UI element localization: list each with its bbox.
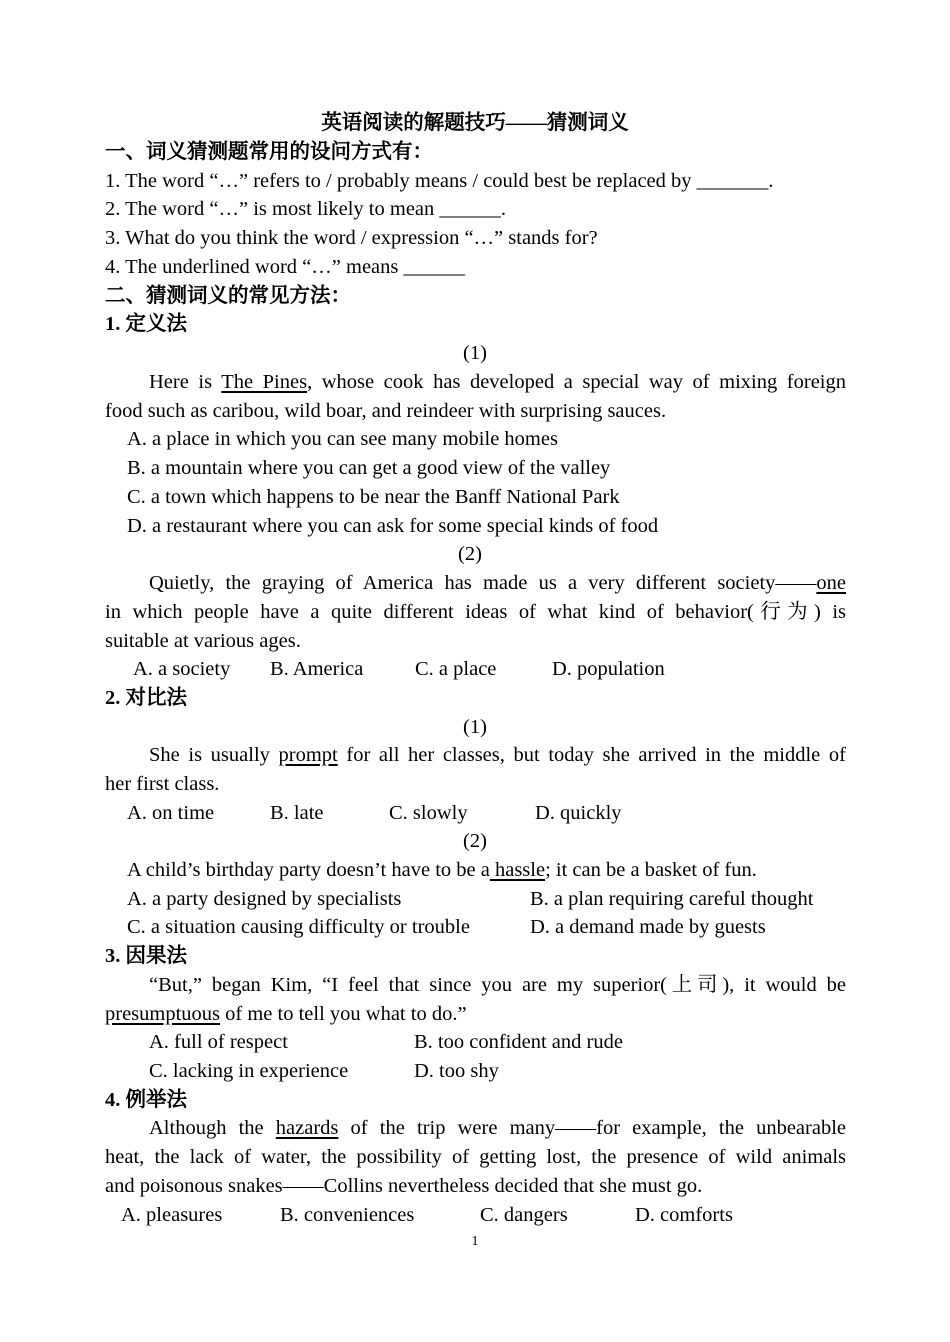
method3-option-b: B. too confident and rude [414, 1031, 623, 1053]
method1-q2-line3: suitable at various ages. [105, 630, 301, 652]
method1-q2-option-b: B. America [270, 658, 364, 680]
question-format-3: 3. What do you think the word / expression “…” stands for? [105, 227, 598, 249]
method2-heading: 2. 对比法 [105, 687, 187, 709]
method3-option-c: C. lacking in experience [149, 1060, 349, 1082]
question-format-4: 4. The underlined word “…” means ______ [105, 256, 465, 278]
method4-option-a: A. pleasures [121, 1204, 223, 1226]
method1-q1-option-b: B. a mountain where you can get a good view of the valley [127, 457, 611, 479]
method2-q1-option-d: D. quickly [535, 802, 622, 824]
method1-q1-option-d: D. a restaurant where you can ask for some special kinds of food [127, 515, 659, 537]
method1-q1-number: (1) [463, 342, 487, 364]
method2-q1-option-c: C. slowly [389, 802, 468, 824]
target-word: one [816, 572, 846, 594]
target-word: hazards [275, 1117, 339, 1139]
method2-q1-line2: her first class. [105, 773, 220, 795]
question-format-1: 1. The word “…” refers to / probably means / could best be replaced by _______. [105, 170, 774, 192]
question-format-2: 2. The word “…” is most likely to mean ______. [105, 198, 507, 220]
method3-option-a: A. full of respect [149, 1031, 288, 1053]
method3-line2: presumptuous of me to tell you what to do.” [105, 1003, 467, 1025]
method4-line1: Although the hazards of the trip were many——for example, the unbearable [149, 1117, 846, 1139]
method3-line1: “But,” began Kim, “I feel that since you are my superior(上司), it would be [149, 974, 846, 996]
method1-q1-option-a: A. a place in which you can see many mobile homes [127, 428, 558, 450]
method1-q1-line1: Here is The Pines, whose cook has developed a special way of mixing foreign [149, 371, 846, 393]
method2-q2-option-a: A. a party designed by specialists [127, 888, 402, 910]
method2-q2-option-d: D. a demand made by guests [530, 916, 766, 938]
method1-q2-option-a: A. a society [133, 658, 231, 680]
method2-q2-number: (2) [463, 830, 487, 852]
target-word: hassle [489, 859, 546, 881]
method4-option-c: C. dangers [480, 1204, 568, 1226]
target-word: presumptuous [105, 1003, 221, 1025]
target-word: prompt [278, 744, 338, 766]
section1-heading: 一、词义猜测题常用的设问方式有： [105, 141, 433, 163]
method1-q2-number: (2) [458, 543, 482, 565]
method1-q2-line2: in which people have a quite different ideas of what kind of behavior(行为) is [105, 601, 846, 623]
method4-option-d: D. comforts [635, 1204, 733, 1226]
section2-heading: 二、猜测词义的常见方法： [105, 285, 351, 307]
method1-heading: 1. 定义法 [105, 313, 187, 335]
method4-option-b: B. conveniences [280, 1204, 415, 1226]
method3-option-d: D. too shy [414, 1060, 499, 1082]
method1-q2-line1: Quietly, the graying of America has made us a very different society——one [149, 572, 846, 594]
method3-heading: 3. 因果法 [105, 945, 187, 967]
method4-heading: 4. 例举法 [105, 1089, 187, 1111]
target-word: The Pines [221, 371, 308, 393]
page-title: 英语阅读的解题技巧——猜测词义 [321, 112, 629, 134]
method1-q1-line2: food such as caribou, wild boar, and reindeer with surprising sauces. [105, 400, 667, 422]
method2-q2-line1: A child’s birthday party doesn’t have to be a hassle; it can be a basket of fun. [127, 859, 757, 881]
method1-q1-option-c: C. a town which happens to be near the Banff National Park [127, 486, 620, 508]
method2-q2-option-c: C. a situation causing difficulty or trouble [127, 916, 470, 938]
method1-q2-option-c: C. a place [415, 658, 497, 680]
method2-q1-number: (1) [463, 716, 487, 738]
method2-q2-option-b: B. a plan requiring careful thought [530, 888, 814, 910]
method4-line3: and poisonous snakes——Collins nevertheless decided that she must go. [105, 1175, 703, 1197]
method2-q1-line1: She is usually prompt for all her classes, but today she arrived in the middle of [149, 744, 846, 766]
method2-q1-option-b: B. late [270, 802, 324, 824]
page-number: 1 [471, 1234, 479, 1249]
method1-q2-option-d: D. population [552, 658, 665, 680]
method4-line2: heat, the lack of water, the possibility of getting lost, the presence of wild animals [105, 1146, 846, 1168]
method2-q1-option-a: A. on time [127, 802, 215, 824]
